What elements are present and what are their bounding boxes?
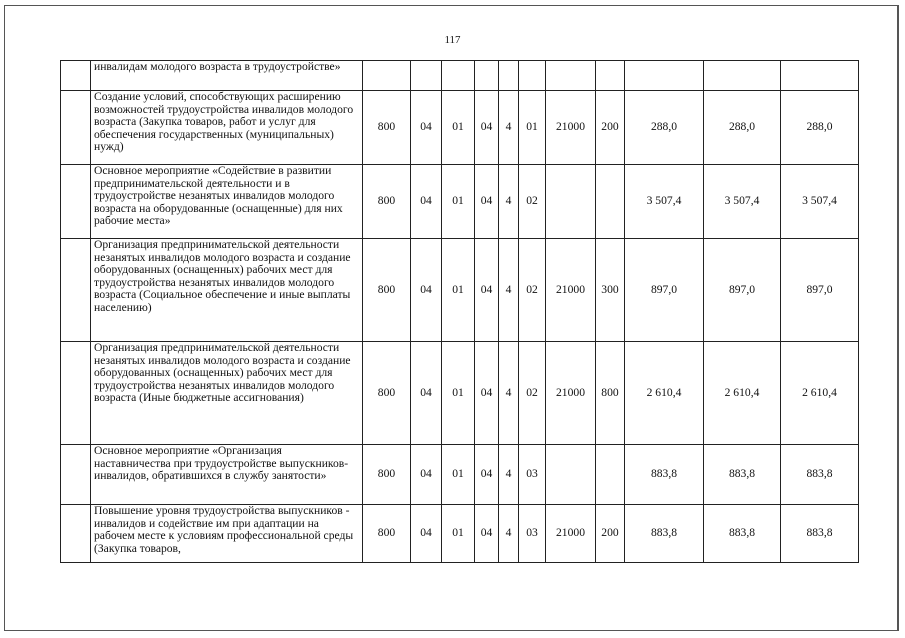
year1-amount-cell: 883,8	[625, 505, 704, 563]
year1-amount-cell: 288,0	[625, 91, 704, 165]
table-row	[61, 342, 859, 445]
year1-amount-cell: 3 507,4	[625, 165, 704, 239]
year3-amount-cell: 2 610,4	[781, 342, 859, 445]
expense-type-cell	[596, 61, 625, 91]
year2-amount-cell: 897,0	[704, 239, 781, 342]
main-event-cell: 02	[519, 165, 546, 239]
subprogram-cell: 4	[499, 165, 519, 239]
program-cell: 04	[475, 91, 499, 165]
table-row	[61, 239, 859, 342]
year2-amount-cell: 883,8	[704, 445, 781, 505]
section-cell	[411, 61, 442, 91]
section-cell: 04	[411, 91, 442, 165]
direction-cell	[546, 165, 596, 239]
budget-table	[60, 60, 859, 563]
subprogram-cell: 4	[499, 239, 519, 342]
description-cell: Организация предпринимательской деятельности незанятых инвалидов молодого возраста и создание оборудованных (оснащенных) рабочих мест для трудоустройства незанятых инвалидов молодого возраста (Иные бюджетные ассигнования)	[91, 342, 363, 445]
main-event-cell: 02	[519, 239, 546, 342]
program-cell: 04	[475, 239, 499, 342]
row-number-cell	[61, 342, 91, 445]
direction-cell: 21000	[546, 505, 596, 563]
main-event-cell: 03	[519, 445, 546, 505]
ved-code-cell: 800	[363, 342, 411, 445]
subprogram-cell: 4	[499, 445, 519, 505]
direction-cell: 21000	[546, 239, 596, 342]
description-cell: Организация предпринимательской деятельности незанятых инвалидов молодого возраста и создание оборудованных (оснащенных) рабочих мест для трудоустройства незанятых инвалидов молодого возраста (Социальное обеспечение и иные выплаты населению)	[91, 239, 363, 342]
row-number-cell	[61, 165, 91, 239]
description-cell: Повышение уровня трудоустройства выпускников - инвалидов и содействие им при адаптации на рабочем месте к условиям профессиональной среды (Закупка товаров,	[91, 505, 363, 563]
program-cell: 04	[475, 445, 499, 505]
year3-amount-cell: 883,8	[781, 445, 859, 505]
section-cell: 04	[411, 239, 442, 342]
year3-amount-cell: 288,0	[781, 91, 859, 165]
row-number-cell	[61, 239, 91, 342]
ved-code-cell: 800	[363, 165, 411, 239]
program-cell: 04	[475, 505, 499, 563]
main-event-cell: 03	[519, 505, 546, 563]
section-cell: 04	[411, 445, 442, 505]
table-row	[61, 61, 859, 91]
year2-amount-cell: 3 507,4	[704, 165, 781, 239]
section-cell: 04	[411, 165, 442, 239]
subsection-cell: 01	[442, 445, 475, 505]
section-cell: 04	[411, 342, 442, 445]
program-cell: 04	[475, 165, 499, 239]
subprogram-cell: 4	[499, 342, 519, 445]
description-cell: инвалидам молодого возраста в трудоустройстве»	[91, 61, 363, 91]
year1-amount-cell: 883,8	[625, 445, 704, 505]
subsection-cell: 01	[442, 91, 475, 165]
ved-code-cell: 800	[363, 91, 411, 165]
expense-type-cell: 800	[596, 342, 625, 445]
description-cell: Основное мероприятие «Содействие в развитии предпринимательской деятельности и в трудоустройстве незанятых инвалидов молодого возраста на оборудованные (оснащенные) для них рабочие места»	[91, 165, 363, 239]
expense-type-cell: 300	[596, 239, 625, 342]
row-number-cell	[61, 445, 91, 505]
subsection-cell: 01	[442, 342, 475, 445]
table-row	[61, 505, 859, 563]
table-row	[61, 165, 859, 239]
program-cell	[475, 61, 499, 91]
program-cell: 04	[475, 342, 499, 445]
subsection-cell: 01	[442, 239, 475, 342]
direction-cell: 21000	[546, 91, 596, 165]
year2-amount-cell: 2 610,4	[704, 342, 781, 445]
main-event-cell: 01	[519, 91, 546, 165]
expense-type-cell	[596, 165, 625, 239]
row-number-cell	[61, 505, 91, 563]
direction-cell	[546, 61, 596, 91]
subprogram-cell	[499, 61, 519, 91]
table-row	[61, 91, 859, 165]
expense-type-cell: 200	[596, 91, 625, 165]
year1-amount-cell	[625, 61, 704, 91]
subsection-cell	[442, 61, 475, 91]
year2-amount-cell: 883,8	[704, 505, 781, 563]
subsection-cell: 01	[442, 165, 475, 239]
ved-code-cell: 800	[363, 239, 411, 342]
expense-type-cell: 200	[596, 505, 625, 563]
main-event-cell: 02	[519, 342, 546, 445]
section-cell: 04	[411, 505, 442, 563]
subprogram-cell: 4	[499, 91, 519, 165]
subprogram-cell: 4	[499, 505, 519, 563]
direction-cell	[546, 445, 596, 505]
year3-amount-cell: 897,0	[781, 239, 859, 342]
year3-amount-cell: 883,8	[781, 505, 859, 563]
table-row	[61, 445, 859, 505]
page-number: 117	[444, 34, 461, 46]
year3-amount-cell: 3 507,4	[781, 165, 859, 239]
description-cell: Основное мероприятие «Организация наставничества при трудоустройстве выпускников-инвалидов, обратившихся в службу занятости»	[91, 445, 363, 505]
ved-code-cell: 800	[363, 505, 411, 563]
year2-amount-cell	[704, 61, 781, 91]
ved-code-cell	[363, 61, 411, 91]
main-event-cell	[519, 61, 546, 91]
year1-amount-cell: 2 610,4	[625, 342, 704, 445]
direction-cell: 21000	[546, 342, 596, 445]
year2-amount-cell: 288,0	[704, 91, 781, 165]
year1-amount-cell: 897,0	[625, 239, 704, 342]
year3-amount-cell	[781, 61, 859, 91]
description-cell: Создание условий, способствующих расширению возможностей трудоустройства инвалидов молодого возраста (Закупка товаров, работ и услуг для обеспечения государственных (муниципальных) нужд)	[91, 91, 363, 165]
row-number-cell	[61, 91, 91, 165]
ved-code-cell: 800	[363, 445, 411, 505]
subsection-cell: 01	[442, 505, 475, 563]
row-number-cell	[61, 61, 91, 91]
expense-type-cell	[596, 445, 625, 505]
